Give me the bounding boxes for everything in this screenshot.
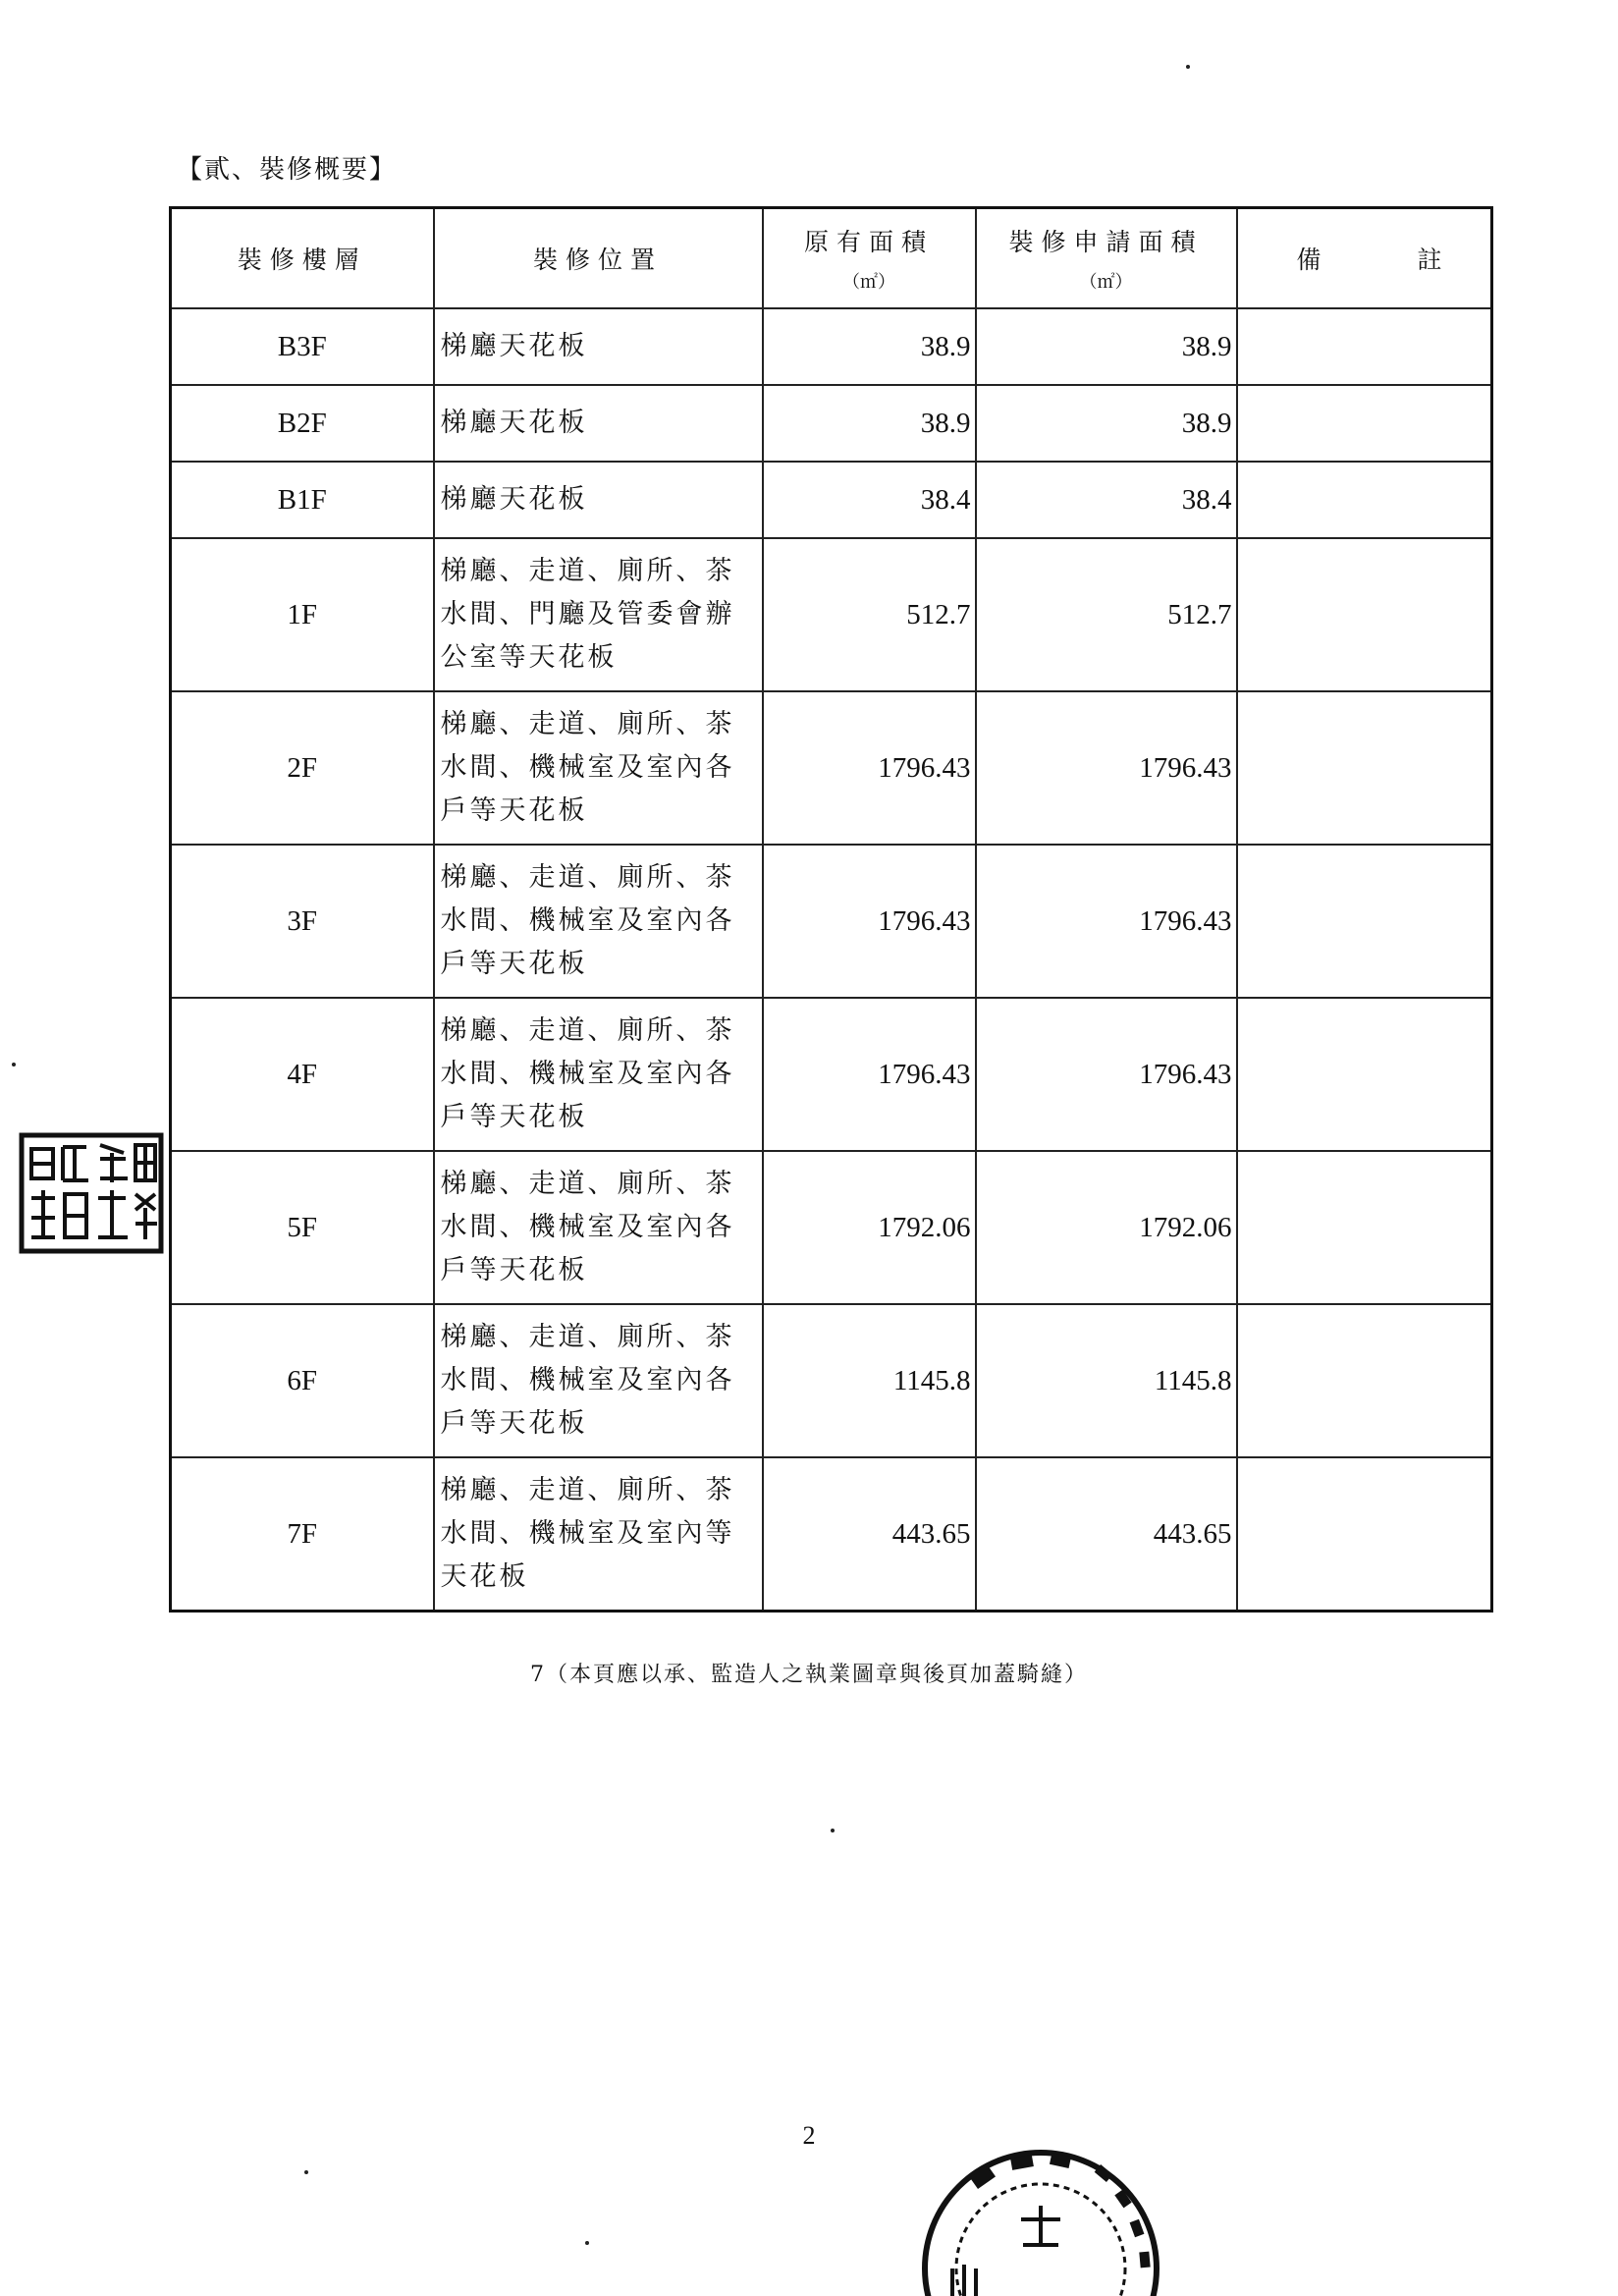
- header-applied-area: [976, 208, 1237, 309]
- original-area-cell: 1796.43: [763, 691, 976, 845]
- applied-area-cell: 1145.8: [976, 1304, 1237, 1457]
- location-cell: 梯廳天花板: [434, 308, 763, 385]
- original-area-cell: 512.7: [763, 538, 976, 691]
- scan-speck: [1186, 65, 1190, 69]
- table-row: [171, 1457, 1492, 1612]
- applied-area-cell: 38.4: [976, 462, 1237, 538]
- floor-cell: B2F: [171, 385, 434, 462]
- applied-area-cell: 1796.43: [976, 998, 1237, 1151]
- floor-cell: 7F: [171, 1457, 434, 1612]
- table-row: [171, 1151, 1492, 1304]
- header-applied-area-label: 裝修申請面積: [1008, 228, 1204, 256]
- location-cell: 梯廳、走道、廁所、茶水間、門廳及管委會辦公室等天花板: [434, 538, 763, 691]
- location-cell: 梯廳、走道、廁所、茶水間、機械室及室內等天花板: [434, 1457, 763, 1612]
- table-row: [171, 845, 1492, 998]
- seam-stamp-icon: [18, 1129, 165, 1257]
- floor-cell: 4F: [171, 998, 434, 1151]
- table-row: [171, 1304, 1492, 1457]
- location-cell: 梯廳、走道、廁所、茶水間、機械室及室內各戶等天花板: [434, 998, 763, 1151]
- location-cell: 梯廳天花板: [434, 385, 763, 462]
- applied-area-cell: 1792.06: [976, 1151, 1237, 1304]
- memo-cell: [1237, 1304, 1492, 1457]
- location-cell: 梯廳、走道、廁所、茶水間、機械室及室內各戶等天花板: [434, 845, 763, 998]
- applied-area-cell: 1796.43: [976, 845, 1237, 998]
- footnote: 7（本頁應以承、監造人之執業圖章與後頁加蓋騎縫）: [530, 1663, 1088, 1687]
- memo-cell: [1237, 1457, 1492, 1612]
- table-row: [171, 691, 1492, 845]
- original-area-cell: 1145.8: [763, 1304, 976, 1457]
- original-area-cell: 1796.43: [763, 998, 976, 1151]
- original-area-cell: 38.9: [763, 385, 976, 462]
- table-row: [171, 462, 1492, 538]
- scan-speck: [831, 1829, 835, 1832]
- table-header-row: [171, 208, 1492, 309]
- memo-cell: [1237, 385, 1492, 462]
- header-applied-area-unit: （㎡）: [1079, 272, 1133, 293]
- location-cell: 梯廳、走道、廁所、茶水間、機械室及室內各戶等天花板: [434, 1151, 763, 1304]
- header-original-area: [763, 208, 976, 309]
- original-area-cell: 1792.06: [763, 1151, 976, 1304]
- original-area-cell: 1796.43: [763, 845, 976, 998]
- section-title: 【貳、裝修概要】: [177, 155, 398, 185]
- header-memo: [1237, 208, 1492, 309]
- original-area-cell: 38.4: [763, 462, 976, 538]
- header-original-area-unit: （㎡）: [842, 272, 895, 293]
- memo-cell: [1237, 462, 1492, 538]
- location-cell: 梯廳、走道、廁所、茶水間、機械室及室內各戶等天花板: [434, 1304, 763, 1457]
- memo-cell: [1237, 1151, 1492, 1304]
- header-memo-b: 註: [1417, 246, 1450, 274]
- applied-area-cell: 38.9: [976, 308, 1237, 385]
- table-row: [171, 308, 1492, 385]
- original-area-cell: 443.65: [763, 1457, 976, 1612]
- applied-area-cell: 443.65: [976, 1457, 1237, 1612]
- original-area-cell: 38.9: [763, 308, 976, 385]
- header-memo-a: 備: [1296, 246, 1329, 274]
- scan-speck: [12, 1063, 16, 1066]
- scan-speck: [304, 2170, 308, 2174]
- header-original-area-label: 原有面積: [803, 228, 934, 256]
- memo-cell: [1237, 691, 1492, 845]
- memo-cell: [1237, 538, 1492, 691]
- floor-cell: 5F: [171, 1151, 434, 1304]
- renovation-table: [169, 206, 1493, 1613]
- floor-cell: 3F: [171, 845, 434, 998]
- floor-cell: B3F: [171, 308, 434, 385]
- location-cell: 梯廳、走道、廁所、茶水間、機械室及室內各戶等天花板: [434, 691, 763, 845]
- memo-cell: [1237, 845, 1492, 998]
- memo-cell: [1237, 308, 1492, 385]
- header-location: 裝修位置: [434, 208, 763, 309]
- floor-cell: 6F: [171, 1304, 434, 1457]
- applied-area-cell: 38.9: [976, 385, 1237, 462]
- table-row: [171, 385, 1492, 462]
- header-floor: 裝修樓層: [171, 208, 434, 309]
- applied-area-cell: 1796.43: [976, 691, 1237, 845]
- floor-cell: 1F: [171, 538, 434, 691]
- scan-speck: [585, 2241, 589, 2245]
- round-stamp-icon: [913, 2121, 1168, 2296]
- location-cell: 梯廳天花板: [434, 462, 763, 538]
- table-row: [171, 998, 1492, 1151]
- floor-cell: 2F: [171, 691, 434, 845]
- table-row: [171, 538, 1492, 691]
- applied-area-cell: 512.7: [976, 538, 1237, 691]
- memo-cell: [1237, 998, 1492, 1151]
- page-number: 2: [802, 2121, 816, 2150]
- floor-cell: B1F: [171, 462, 434, 538]
